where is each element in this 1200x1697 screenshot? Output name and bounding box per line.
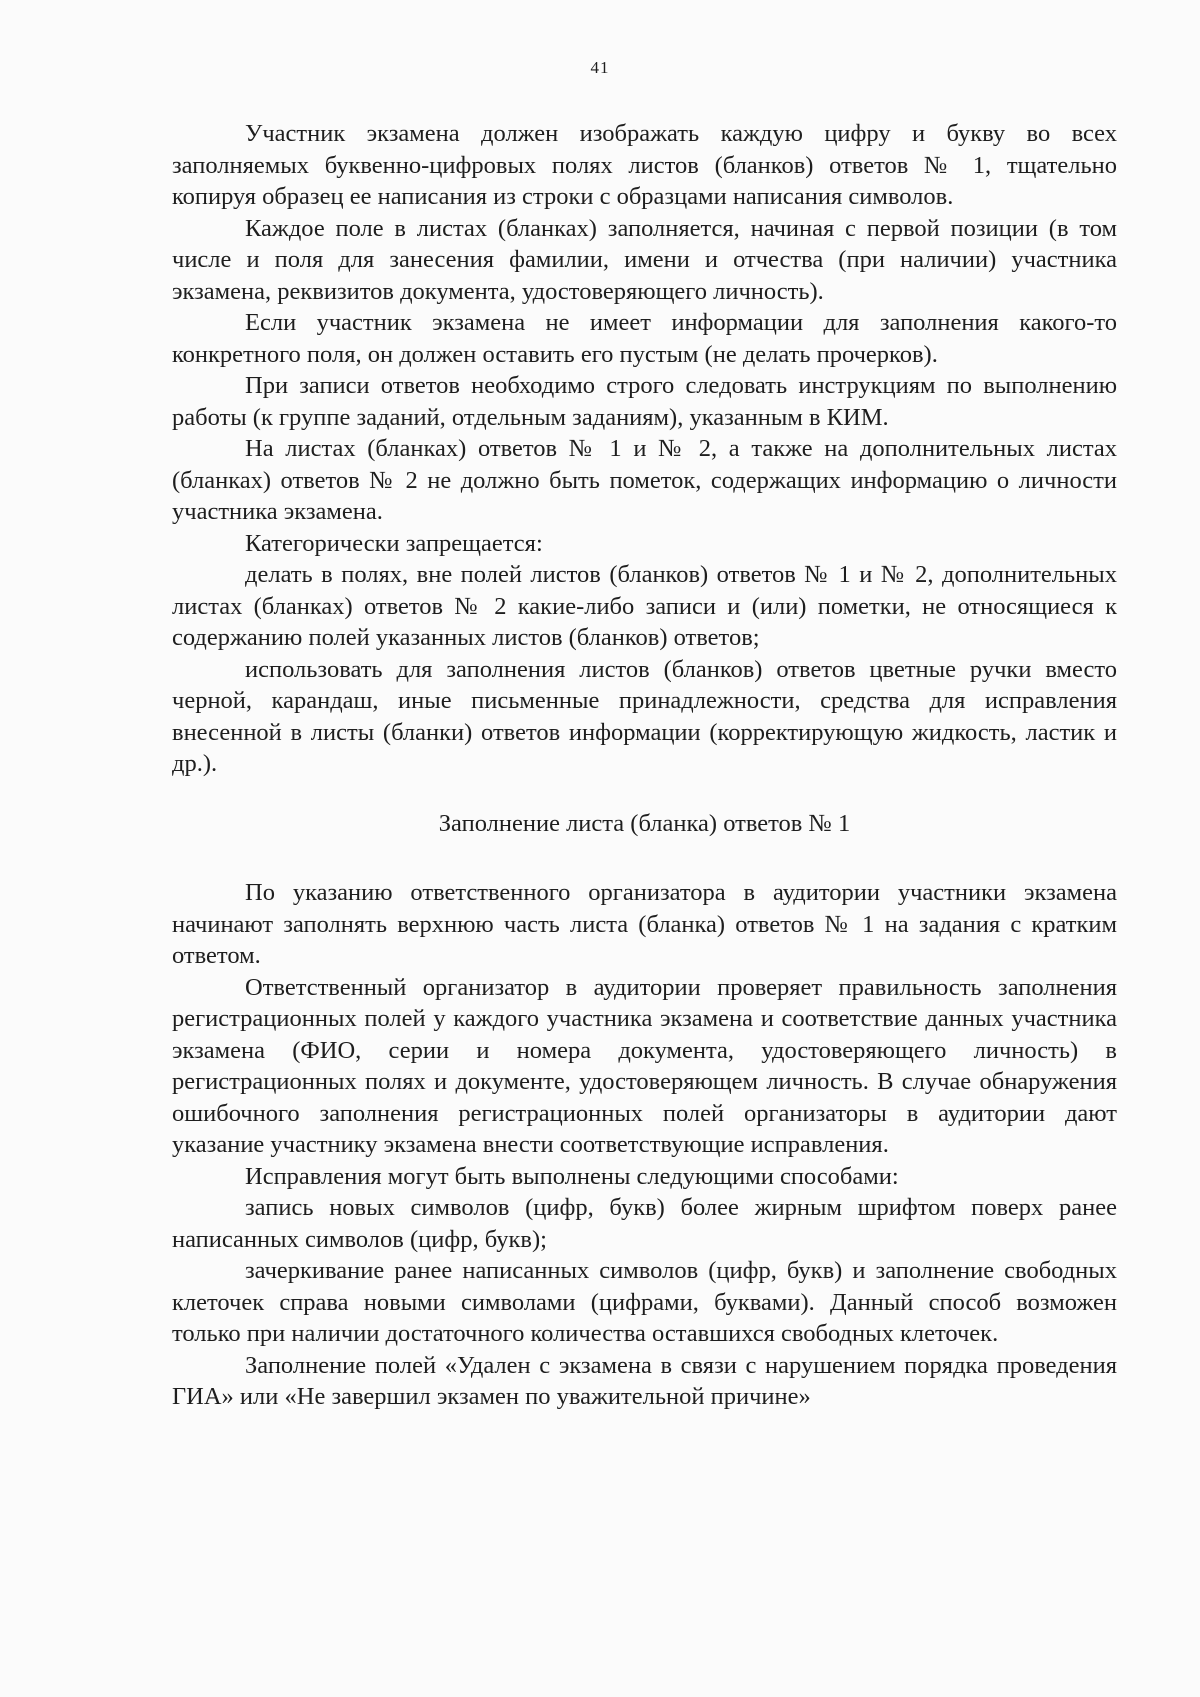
paragraph-empty-field: Если участник экзамена не имеет информации для заполнения какого-то конкретного поля, он должен оставить его пустым (не делать прочерков).: [172, 309, 1117, 368]
paragraph-prohibited-tools: использовать для заполнения листов (бланков) ответов цветные ручки вместо черной, карандаш, иные письменные принадлежности, средства для исправления внесенной в листы (бланки) ответов информации (корректирующую жидкость, ластик и др.).: [172, 655, 1117, 777]
paragraph-correction-methods: Исправления могут быть выполнены следующими способами:: [245, 1162, 899, 1190]
document-body: [172, 118, 1117, 1413]
page-number: 41: [590, 58, 610, 77]
paragraph-removed-fields: Заполнение полей «Удален с экзамена в связи с нарушением порядка проведения ГИА» или «Не завершил экзамен по уважительной причине»: [172, 1351, 1117, 1410]
paragraph-prohibited-intro: Категорически запрещается:: [245, 529, 543, 557]
paragraph-no-personal-marks: На листах (бланках) ответов № 1 и № 2, а также на дополнительных листах (бланках) ответов № 2 не должно быть пометок, содержащих информацию о личности участника экзамена.: [172, 435, 1117, 525]
paragraph-glyph-copying: Участник экзамена должен изображать каждую цифру и букву во всех заполняемых буквенно-цифровых полях листов (бланков) ответов № 1, тщательно копируя образец ее написания из строки с образцами написания символов.: [172, 120, 1117, 210]
paragraph-field-first-position: Каждое поле в листах (бланках) заполняется, начиная с первой позиции (в том числе и поля для занесения фамилии, имени и отчества (при наличии) участника экзамена, реквизитов документа, удостоверяющего личность).: [172, 214, 1117, 305]
paragraph-prohibited-notes: делать в полях, вне полей листов (бланков) ответов № 1 и № 2, дополнительных листах (бланках) ответов № 2 какие-либо записи и (или) пометки, не относящиеся к содержанию полей указанных листов (бланков) ответов;: [172, 561, 1117, 651]
paragraph-follow-instructions: При записи ответов необходимо строго следовать инструкциям по выполнению работы (к группе заданий, отдельным заданиям), указанным в КИМ.: [172, 372, 1117, 431]
paragraph-correction-strike: зачеркивание ранее написанных символов (цифр, букв) и заполнение свободных клеточек справа новыми символами (цифрами, буквами). Данный способ возможен только при наличии достаточного количества оставшихся свободных клеточек.: [172, 1257, 1117, 1347]
paragraph-organizer-check: Ответственный организатор в аудитории проверяет правильность заполнения регистрационных полей у каждого участника экзамена и соответствие данных участника экзамена (ФИО, серии и номера документа, удостоверяющего личность) в регистрационных полях и документе, удостоверяющем личность. В случае обнаружения ошибочного заполнения регистрационных полей организаторы в аудитории дают указание участнику экзамена внести соответствующие исправления.: [172, 973, 1117, 1158]
paragraph-correction-bold: запись новых символов (цифр, букв) более жирным шрифтом поверх ранее написанных символов (цифр, букв);: [172, 1194, 1117, 1253]
section-heading: Заполнение листа (бланка) ответов № 1: [438, 809, 851, 837]
paragraph-start-filling: По указанию ответственного организатора в аудитории участники экзамена начинают заполнять верхнюю часть листа (бланка) ответов № 1 на задания с кратким ответом.: [172, 879, 1117, 969]
